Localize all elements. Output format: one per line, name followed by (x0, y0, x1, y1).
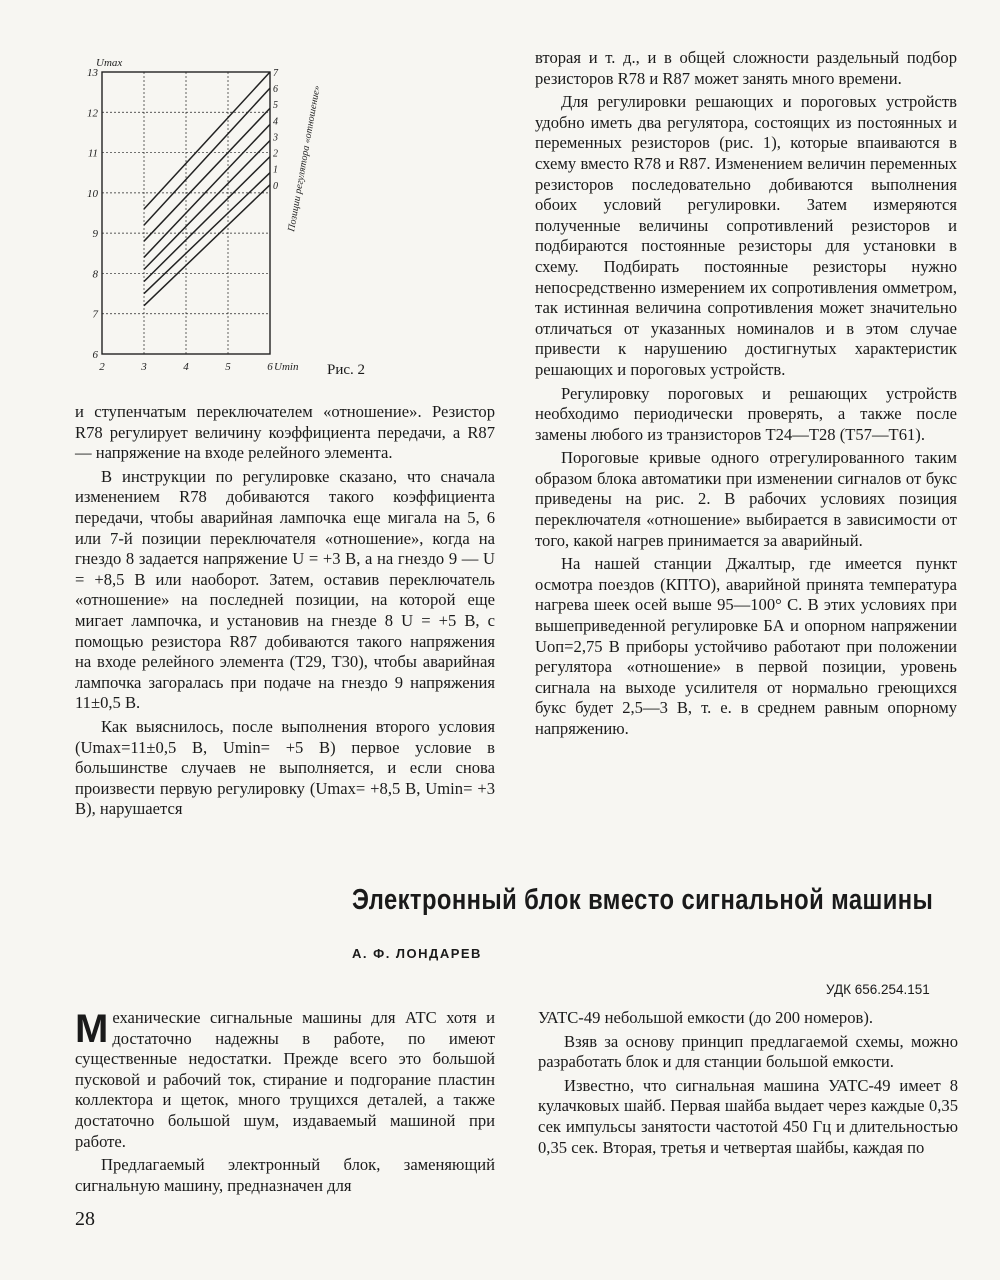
y-tick-label: 6 (92, 349, 98, 361)
threshold-curves-chart (80, 52, 400, 382)
y-tick-label: 9 (92, 228, 98, 241)
position-label: 2 (273, 148, 278, 160)
position-label: 1 (273, 164, 278, 176)
x-axis-label: Umin (274, 361, 299, 373)
position-label: 7 (273, 68, 278, 79)
paragraph: Взяв за основу принцип предлагаемой схемы, можно разработать блок и для станции большой емкости. (538, 1031, 958, 1072)
x-tick-label: 2 (99, 361, 105, 373)
position-label: 4 (273, 116, 278, 128)
x-tick-label: 6 (267, 361, 273, 373)
x-tick-label: 4 (183, 361, 189, 373)
paragraph: УАТС-49 небольшой емкости (до 200 номеров). (538, 1008, 874, 1027)
threshold-curve-7 (144, 72, 270, 209)
y-tick-label: 8 (92, 268, 98, 281)
paragraph-text: еханические сигнальные машины для АТС хотя и достаточно надежны в работе, по имеют существенные недостатки. Прежде всего это большой пусковой и рабочий ток, стирание и подгорание пластин коллектора и щеток, много трущихся деталей, а также достаточно большой шум, издаваемый машиной при работе. (75, 1008, 495, 1151)
position-label: 6 (273, 84, 278, 96)
position-label: 0 (273, 180, 278, 192)
position-label: 5 (273, 100, 278, 112)
page-number: 28 (75, 1208, 95, 1230)
y-tick-label: 12 (87, 107, 98, 120)
y-tick-label: 13 (87, 67, 98, 79)
paragraph: В инструкции по регулировке сказано, что сначала изменением R78 добиваются такого коэффициента передачи, чтобы аварийная лампочка еще мигала на 5, 6 или 7-й позиции переключателя «отношение», когда на гнездо 8 задается напряжение U = +3 В, а на гнездо 9 — U = +8,5 В или наоборот. Затем, оставив переключатель «отношение» на последней позиции, на которой еще мигает лампочка, и установив на гнезде 8 U = +5 В, с помощью резистора R87 добиваются такого напряжения на входе релейного элемента (T29, T30), чтобы аварийная лампочка загоралась при подаче на гнездо 9 напряжения 11±0,5 В. (75, 466, 495, 713)
y-axis-label: Umax (96, 57, 123, 69)
column-top-right (535, 48, 957, 743)
threshold-curve-0 (144, 185, 270, 306)
paragraph: Пороговые кривые одного отрегулированного таким образом блока автоматики при изменении сигналов от букс приведены на рис. 2. В рабочих условиях позиция переключателя «отношение» выбирается в зависимости от того, какой нагрев принимается за аварийный. (535, 448, 957, 550)
drop-cap: М (75, 1007, 109, 1051)
figure-caption: Рис. 2 (327, 362, 366, 378)
position-label: 3 (273, 132, 278, 144)
paragraph: Известно, что сигнальная машина УАТС-49 имеет 8 кулачковых шайб. Первая шайба выдает через каждые 0,35 сек импульсы занятости частотой 450 Гц и длительностью 0,35 сек. Вторая, третья и четвертая шайбы, каждая по (538, 1075, 958, 1157)
y-tick-label: 10 (87, 187, 98, 200)
column-middle-left (75, 402, 495, 823)
article-author: А. Ф. ЛОНДАРЕВ (352, 946, 482, 961)
paragraph: Регулировку пороговых и решающих устройств необходимо периодически проверять, а также после замены любого из транзисторов T24—T28 (T57—T61). (535, 383, 957, 444)
paragraph: Для регулировки решающих и пороговых устройств удобно иметь два регулятора, состоящих из постоянных и переменных резисторов (рис. 1), которые впаиваются в схему вместо R78 и R87. Изменением величин переменных резисторов последовательно добиваются выполнения обоих условий регулировки. Затем измеряются полученные величины сопротивлений резисторов и подбираются постоянные резисторы для установки в схему. Подбирать постоянные резисторы нужно непосредственно измерением их сопротивления омметром, так истинная величина сопротивления может значительно отличаться от указанных номиналов и в этом случае привести к нарушению достигнутых характеристик решающих и пороговых устройств. (535, 92, 957, 379)
y-tick-label: 7 (92, 308, 98, 321)
x-tick-label: 5 (225, 361, 231, 373)
side-label: Позиции регулятора «отношение» (286, 84, 323, 233)
udc-code: УДК 656.254.151 (826, 982, 930, 997)
paragraph: вторая и т. д., и в общей сложности раздельный подбор резисторов R78 и R87 может занять много времени. (535, 48, 957, 88)
paragraph: На нашей станции Джалтыр, где имеется пункт осмотра поездов (КПТО), аварийной принята температура нагрева шеек осей выше 95—100° С. В этих условиях при вышеприведенной регулировке БА и опорном напряжении Uоп=2,75 В приборы устойчиво работают при положении регулятора «отношение» в первой позиции, уровень сигнала на выходе усилителя от нормально греющихся букс будет 2,5—3 В, т. е. в среднем равным опорному напряжению. (535, 554, 957, 738)
y-tick-label: 11 (87, 147, 98, 160)
paragraph: Предлагаемый электронный блок, заменяющий сигнальную машину, предназначен для (75, 1155, 495, 1195)
paragraph (75, 1008, 495, 1152)
column-bottom-right (538, 1008, 958, 1161)
article-title: Электронный блок вместо сигнальной машины (352, 884, 934, 916)
paragraph: и ступенчатым переключателем «отношение». Резистор R78 регулирует величину коэффициента передачи, а R87 — напряжение на входе релейного элемента. (75, 402, 495, 463)
x-tick-label: 3 (141, 361, 147, 373)
column-bottom-left (75, 1008, 495, 1199)
paragraph: Как выяснилось, после выполнения второго условия (Umax=11±0,5 В, Umin= +5 В) первое условие в большинстве случаев не выполняется, и если снова произвести первую регулировку (Umax= +8,5 В, Umin= +3 В), нарушается (75, 716, 495, 819)
